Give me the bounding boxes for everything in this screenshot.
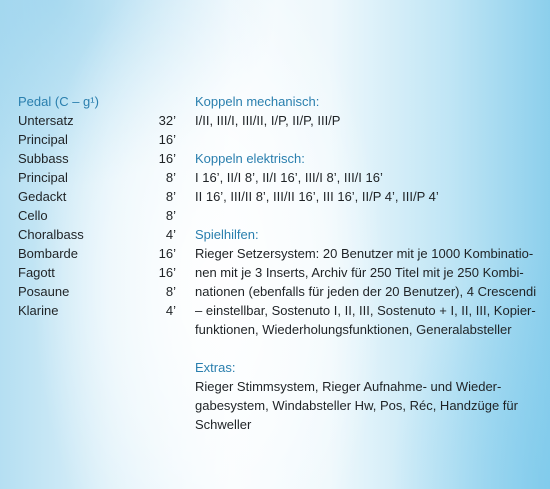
stop-name: Untersatz (18, 113, 74, 128)
koppeln-elektrisch-section (195, 149, 535, 206)
stop-pitch: 8’ (165, 208, 176, 223)
spielhilfen-section (195, 225, 535, 339)
koppeln-mechanisch-section (195, 92, 535, 130)
koppeln-mechanisch-line: I/II, III/I, III/II, I/P, II/P, III/P (195, 113, 341, 128)
pedal-heading: Pedal (C – g¹) (18, 94, 99, 109)
stop-name: Gedackt (18, 189, 67, 204)
stop-pitch: 8’ (165, 189, 176, 204)
stop-row (18, 187, 176, 206)
stop-name: Klarine (18, 303, 59, 318)
stop-row (18, 282, 176, 301)
extras-heading: Extras: (195, 360, 236, 375)
stop-row (18, 130, 176, 149)
pedal-stop-list (18, 111, 176, 320)
stop-pitch: 16’ (158, 132, 176, 147)
stop-name: Posaune (18, 284, 70, 299)
stop-row (18, 149, 176, 168)
stop-row (18, 301, 176, 320)
extras-section (195, 358, 535, 434)
stop-pitch: 8’ (165, 170, 176, 185)
stop-pitch: 4’ (165, 303, 176, 318)
stop-pitch: 16’ (158, 246, 176, 261)
stop-row (18, 244, 176, 263)
stop-pitch: 16’ (158, 151, 176, 166)
koppeln-elektrisch-line: II 16’, III/II 8’, III/II 16’, III 16’, II/P 4’, III/P 4’ (195, 189, 439, 204)
stop-name: Bombarde (18, 246, 78, 261)
right-column (195, 92, 535, 453)
spielhilfen-line: funktionen, Wiederholungsfunktionen, Generalabsteller (195, 322, 512, 337)
stop-row (18, 206, 176, 225)
extras-line: Rieger Stimmsystem, Rieger Aufnahme- und Wieder- (195, 379, 502, 394)
spielhilfen-line: nen mit je 3 Inserts, Archiv für 250 Titel mit je 250 Kombi- (195, 265, 524, 280)
spielhilfen-heading: Spielhilfen: (195, 227, 259, 242)
pedal-section (18, 92, 176, 320)
stop-pitch: 4’ (165, 227, 176, 242)
spielhilfen-line: nationen (ebenfalls für jeden der 20 Benutzer), 4 Crescendi (195, 284, 537, 299)
spielhilfen-line: – einstellbar, Sostenuto I, II, III, Sostenuto + I, II, III, Kopier- (195, 303, 536, 318)
stop-name: Principal (18, 170, 68, 185)
spielhilfen-line: Rieger Setzersystem: 20 Benutzer mit je 1000 Kombinatio- (195, 246, 534, 261)
stop-name: Fagott (18, 265, 55, 280)
stop-pitch: 32’ (158, 113, 176, 128)
koppeln-elektrisch-heading: Koppeln elektrisch: (195, 151, 305, 166)
koppeln-elektrisch-line: I 16’, II/I 8’, II/I 16’, III/I 8’, III/I 16’ (195, 170, 383, 185)
stop-row (18, 263, 176, 282)
extras-line: gabesystem, Windabsteller Hw, Pos, Réc, Handzüge für (195, 398, 518, 413)
stop-pitch: 16’ (158, 265, 176, 280)
stop-row (18, 168, 176, 187)
stop-name: Principal (18, 132, 68, 147)
stop-name: Choralbass (18, 227, 84, 242)
stop-pitch: 8’ (165, 284, 176, 299)
stop-name: Cello (18, 208, 48, 223)
stop-row (18, 111, 176, 130)
extras-line: Schweller (195, 417, 252, 432)
koppeln-mechanisch-heading: Koppeln mechanisch: (195, 94, 320, 109)
stop-name: Subbass (18, 151, 69, 166)
stop-row (18, 225, 176, 244)
